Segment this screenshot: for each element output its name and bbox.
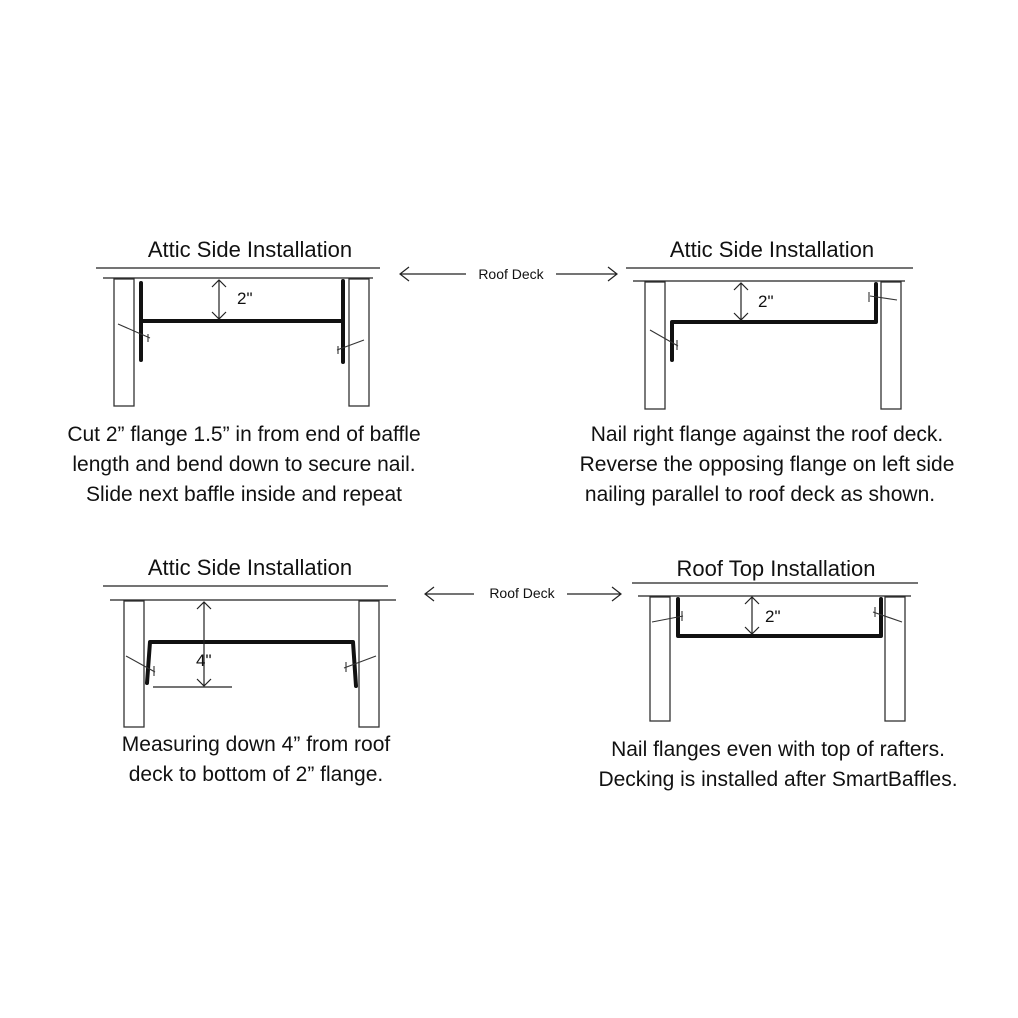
panel-2-caption-line-2: Reverse the opposing flange on left side	[579, 453, 955, 476]
panel-4-measurement: 2"	[765, 607, 781, 626]
panel-3-right-rafter	[359, 601, 379, 727]
roof-deck-label-top-group	[400, 266, 617, 282]
panel-1-left-rafter	[114, 279, 134, 406]
panel-1-measurement: 2"	[237, 289, 253, 308]
panel-2	[580, 237, 955, 506]
panel-2-baffle	[672, 284, 876, 360]
roof-deck-right-arrow-top	[556, 267, 617, 281]
panel-2-caption-line-1: Nail right flange against the roof deck.	[590, 423, 944, 446]
panel-3-caption-line-1: Measuring down 4” from roof	[121, 733, 391, 756]
panel-4-caption-line-1: Nail flanges even with top of rafters.	[611, 738, 945, 761]
roof-deck-label-bottom: Roof Deck	[489, 585, 555, 601]
panel-3-caption-line-2: deck to bottom of 2” flange.	[128, 763, 384, 786]
panel-4-caption-line-2: Decking is installed after SmartBaffles.	[598, 768, 958, 791]
panel-3-title: Attic Side Installation	[147, 555, 353, 580]
panel-1-dimension-arrow	[212, 280, 226, 319]
roof-deck-left-arrow-bottom	[425, 587, 474, 601]
panel-1-caption-line-3: Slide next baffle inside and repeat	[85, 483, 403, 506]
panel-3	[103, 555, 396, 786]
panel-2-measurement: 2"	[758, 292, 774, 311]
panel-4-right-rafter	[885, 597, 905, 721]
panel-4-dimension-arrow	[745, 597, 759, 634]
panel-1	[67, 237, 420, 506]
panel-2-right-rafter	[881, 282, 901, 409]
panel-3-measurement: 4"	[196, 651, 212, 670]
panel-4-title: Roof Top Installation	[676, 556, 876, 581]
panel-2-left-rafter	[645, 282, 665, 409]
roof-deck-left-arrow-top	[400, 267, 466, 281]
panel-1-caption-line-2: length and bend down to secure nail.	[72, 453, 416, 476]
panel-3-baffle	[147, 642, 356, 686]
panel-2-title: Attic Side Installation	[669, 237, 875, 262]
roof-deck-label-bottom-group	[425, 585, 621, 601]
panel-4	[598, 556, 957, 791]
panel-4-left-rafter	[650, 597, 670, 721]
panel-2-caption-line-3: nailing parallel to roof deck as shown.	[584, 483, 936, 506]
panel-1-title: Attic Side Installation	[147, 237, 353, 262]
roof-deck-label-top: Roof Deck	[478, 266, 544, 282]
roof-deck-right-arrow-bottom	[567, 587, 621, 601]
panel-1-right-rafter	[349, 279, 369, 406]
panel-2-dimension-arrow	[734, 283, 748, 320]
panel-1-caption-line-1: Cut 2” flange 1.5” in from end of baffle	[67, 423, 421, 446]
